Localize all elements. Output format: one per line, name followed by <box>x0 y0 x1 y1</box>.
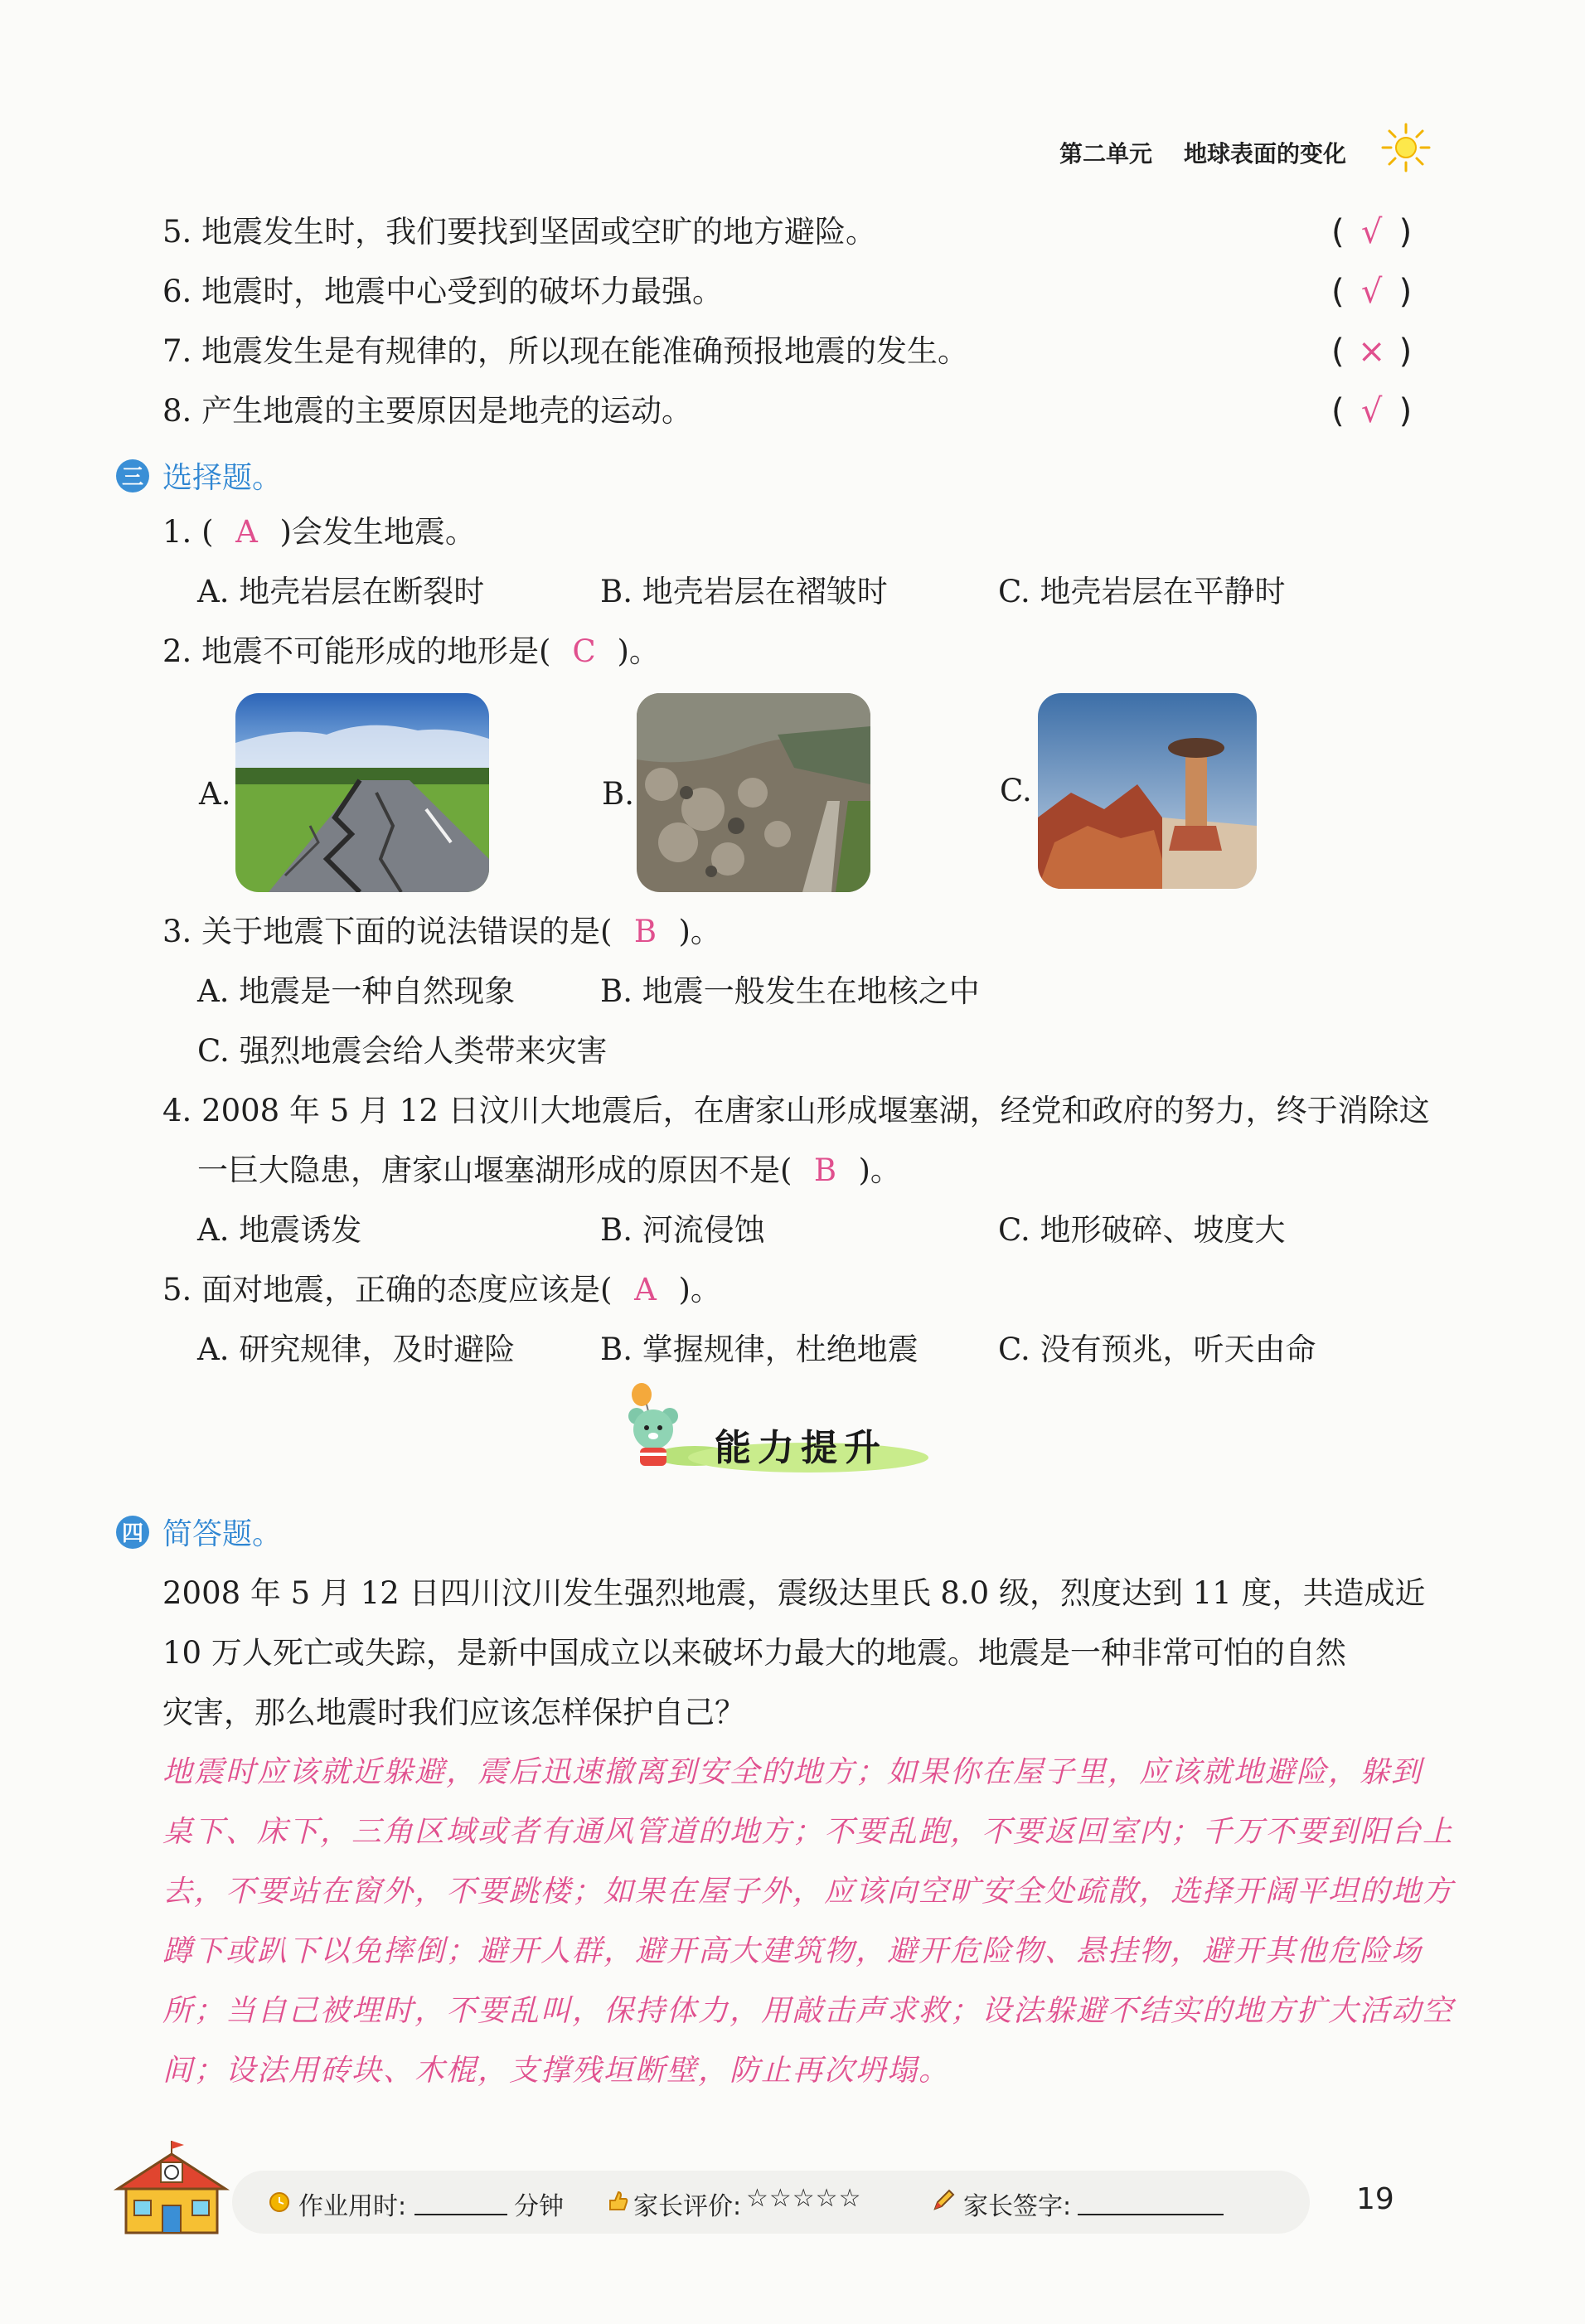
landslide-image <box>637 693 870 892</box>
homework-time-label: 作业用时: <box>298 2192 407 2221</box>
section-4-badge: 四 <box>116 1516 149 1549</box>
answer-line: 桌下、床下，三角区域或者有通风管道的地方；不要乱跑，不要返回室内；千万不要到阳台上 <box>162 1815 1455 1849</box>
judgement-item-5: 5. 地震发生时，我们要找到坚固或空旷的地方避险。 <box>162 214 877 250</box>
q4-option-b: B. 河流侵蚀 <box>600 1212 765 1248</box>
homework-time-blank[interactable] <box>414 2214 507 2215</box>
thumbs-up-icon <box>605 2189 630 2214</box>
parent-signature-label: 家长签字: <box>963 2192 1072 2221</box>
q3-option-b: B. 地震一般发生在地核之中 <box>600 973 980 1009</box>
q2-label-b: B. <box>602 776 634 812</box>
q5-option-c: C. 没有预兆，听天由命 <box>998 1332 1316 1367</box>
minutes-label: 分钟 <box>514 2192 564 2221</box>
schoolhouse-icon <box>109 2137 234 2237</box>
question-4-line-1: 4. 2008 年 5 月 12 日汶川大地震后，在唐家山形成堰塞湖，经党和政府的努力，终于消除这 <box>162 1093 1430 1128</box>
section-4-heading <box>116 1511 282 1553</box>
question-1: 1. ( A )会发生地震。 <box>162 514 476 550</box>
section-3-heading <box>116 454 282 497</box>
essay-question <box>162 1564 1426 1743</box>
sun-icon <box>1379 121 1432 174</box>
q5-option-b: B. 掌握规律，杜绝地震 <box>600 1332 919 1367</box>
question-5: 5. 面对地震，正确的态度应该是( A )。 <box>162 1272 721 1308</box>
judgement-item-7: 7. 地震发生是有规律的，所以现在能准确预报地震的发生。 <box>162 333 969 369</box>
judgement-item-6: 6. 地震时，地震中心受到的破坏力最强。 <box>162 274 724 309</box>
section-3-badge: 三 <box>116 459 149 492</box>
section-4-title: 简答题。 <box>162 1517 283 1551</box>
question-2: 2. 地震不可能形成的地形是( C )。 <box>162 633 660 669</box>
rating-stars[interactable]: ☆☆☆☆☆ <box>746 2184 862 2213</box>
rock-formation-image <box>1038 693 1257 889</box>
q4-option-a: A. 地震诱发 <box>197 1212 362 1248</box>
essay-answer <box>162 1743 1454 2101</box>
q4-option-c: C. 地形破碎、坡度大 <box>998 1212 1286 1248</box>
judgement-mark-5: ( √ ) <box>1331 213 1413 251</box>
answer-line: 去，不要站在窗外，不要跳楼；如果在屋子外，应该向空旷安全处疏散，选择开阔平坦的地方 <box>162 1875 1455 1909</box>
judgement-mark-8: ( √ ) <box>1331 392 1413 430</box>
q2-label-a: A. <box>199 776 231 812</box>
cracked-road-image <box>235 693 489 892</box>
q3-option-c: C. 强烈地震会给人类带来灾害 <box>197 1033 608 1069</box>
q3-option-a: A. 地震是一种自然现象 <box>197 973 516 1009</box>
essay-line: 灾害，那么地震时我们应该怎样保护自己？ <box>162 1695 745 1730</box>
essay-line: 10 万人死亡或失踪，是新中国成立以来破坏力最大的地震。地震是一种非常可怕的自然 <box>162 1635 1346 1671</box>
answer-line: 地震时应该就近躲避，震后迅速撤离到安全的地方；如果你在屋子里，应该就地避险，躲到 <box>162 1755 1423 1789</box>
unit-title: 地球表面的变化 <box>1184 140 1347 167</box>
unit-label: 第二单元 <box>1059 140 1153 167</box>
answer-line: 所；当自己被埋时，不要乱叫，保持体力，用敲击声求救；设法躲避不结实的地方扩大活动空 <box>162 1994 1455 2028</box>
q5-option-a: A. 研究规律，及时避险 <box>197 1332 516 1367</box>
section-3-title: 选择题。 <box>162 461 283 495</box>
parent-signature-blank[interactable] <box>1078 2214 1224 2215</box>
judgement-item-8: 8. 产生地震的主要原因是地壳的运动。 <box>162 393 693 429</box>
judgement-mark-6: ( √ ) <box>1331 273 1413 311</box>
q1-option-a: A. 地壳岩层在断裂时 <box>197 574 485 609</box>
banner-title: 能力提升 <box>715 1427 887 1469</box>
parent-rating-label: 家长评价: <box>633 2192 742 2221</box>
answer-line: 蹲下或趴下以免摔倒；避开人群，避开高大建筑物，避开危险物、悬挂物，避开其他危险场 <box>162 1934 1423 1968</box>
q1-option-c: C. 地壳岩层在平静时 <box>998 574 1286 609</box>
q1-option-b: B. 地壳岩层在褶皱时 <box>600 574 888 609</box>
judgement-mark-7: ( × ) <box>1331 332 1413 371</box>
pencil-icon <box>932 2187 957 2212</box>
answer-line: 间；设法用砖块、木棍，支撑残垣断壁，防止再次坍塌。 <box>162 2054 951 2088</box>
page-number: 19 <box>1356 2182 1394 2216</box>
clock-icon <box>267 2189 292 2214</box>
question-4-line-2: 一巨大隐患，唐家山堰塞湖形成的原因不是( B )。 <box>197 1152 901 1188</box>
question-3: 3. 关于地震下面的说法错误的是( B )。 <box>162 914 721 949</box>
essay-line: 2008 年 5 月 12 日四川汶川发生强烈地震，震级达里氏 8.0 级，烈度达到 11 度，共造成近 <box>162 1575 1426 1611</box>
q2-label-c: C. <box>1000 773 1032 808</box>
